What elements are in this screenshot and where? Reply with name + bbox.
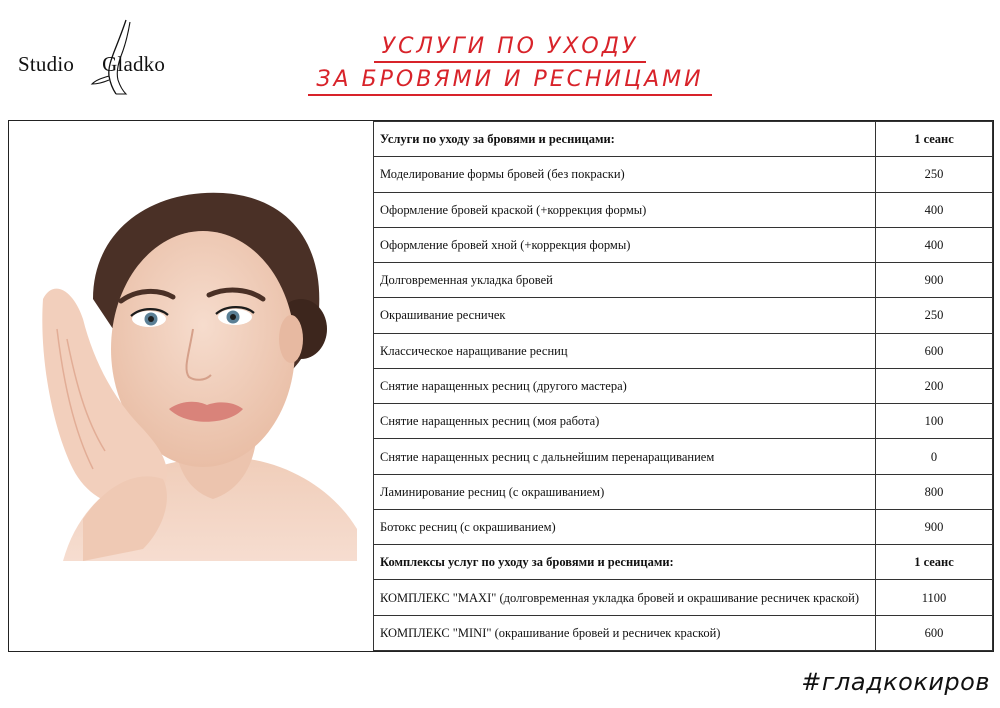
table-row — [374, 509, 993, 544]
price-frame — [8, 120, 994, 652]
model-photo — [23, 189, 357, 561]
service-price: 600 — [876, 333, 993, 368]
table-row — [374, 298, 993, 333]
table-row — [374, 580, 993, 615]
logo-word-studio: Studio — [18, 52, 75, 76]
page-title — [300, 30, 720, 96]
service-price: 600 — [876, 615, 993, 650]
table-row — [374, 368, 993, 403]
service-name: Снятие наращенных ресниц (моя работа) — [374, 404, 876, 439]
service-price: 250 — [876, 298, 993, 333]
hashtag: #гладкокиров — [801, 668, 990, 696]
section-header-name: Услуги по уходу за бровями и ресницами: — [374, 122, 876, 157]
price-table — [373, 121, 993, 651]
service-price: 250 — [876, 157, 993, 192]
service-price: 900 — [876, 509, 993, 544]
service-price: 1100 — [876, 580, 993, 615]
table-row — [374, 157, 993, 192]
service-price: 900 — [876, 263, 993, 298]
service-name: КОМПЛЕКС "MINI" (окрашивание бровей и ресничек краской) — [374, 615, 876, 650]
service-price: 100 — [876, 404, 993, 439]
table-row — [374, 439, 993, 474]
service-price: 0 — [876, 439, 993, 474]
section-header-name: Комплексы услуг по уходу за бровями и ресницами: — [374, 545, 876, 580]
service-name: Ботокс ресниц (с окрашиванием) — [374, 509, 876, 544]
service-name: Классическое наращивание ресниц — [374, 333, 876, 368]
section-header-price: 1 сеанс — [876, 122, 993, 157]
service-name: КОМПЛЕКС "MAXI" (долговременная укладка бровей и окрашивание ресничек краской) — [374, 580, 876, 615]
service-name: Окрашивание ресничек — [374, 298, 876, 333]
service-name: Долговременная укладка бровей — [374, 263, 876, 298]
table-row — [374, 333, 993, 368]
service-name: Моделирование формы бровей (без покраски) — [374, 157, 876, 192]
table-row — [374, 615, 993, 650]
title-line-2: ЗА БРОВЯМИ И РЕСНИЦАМИ — [308, 66, 711, 96]
title-line-1: УСЛУГИ ПО УХОДУ — [374, 33, 647, 63]
service-price: 400 — [876, 192, 993, 227]
section-header — [374, 545, 993, 580]
table-row — [374, 192, 993, 227]
service-price: 800 — [876, 474, 993, 509]
service-name: Снятие наращенных ресниц (другого мастера) — [374, 368, 876, 403]
logo-word-gladko: Gladko — [102, 52, 166, 76]
service-price: 200 — [876, 368, 993, 403]
table-row — [374, 227, 993, 262]
logo-text — [18, 52, 165, 77]
table-row — [374, 263, 993, 298]
section-header — [374, 122, 993, 157]
service-name: Оформление бровей хной (+коррекция формы) — [374, 227, 876, 262]
service-name: Снятие наращенных ресниц с дальнейшим перенаращиванием — [374, 439, 876, 474]
service-price: 400 — [876, 227, 993, 262]
table-row — [374, 474, 993, 509]
logo — [18, 18, 188, 98]
section-header-price: 1 сеанс — [876, 545, 993, 580]
service-name: Ламинирование ресниц (с окрашиванием) — [374, 474, 876, 509]
service-name: Оформление бровей краской (+коррекция формы) — [374, 192, 876, 227]
table-row — [374, 404, 993, 439]
